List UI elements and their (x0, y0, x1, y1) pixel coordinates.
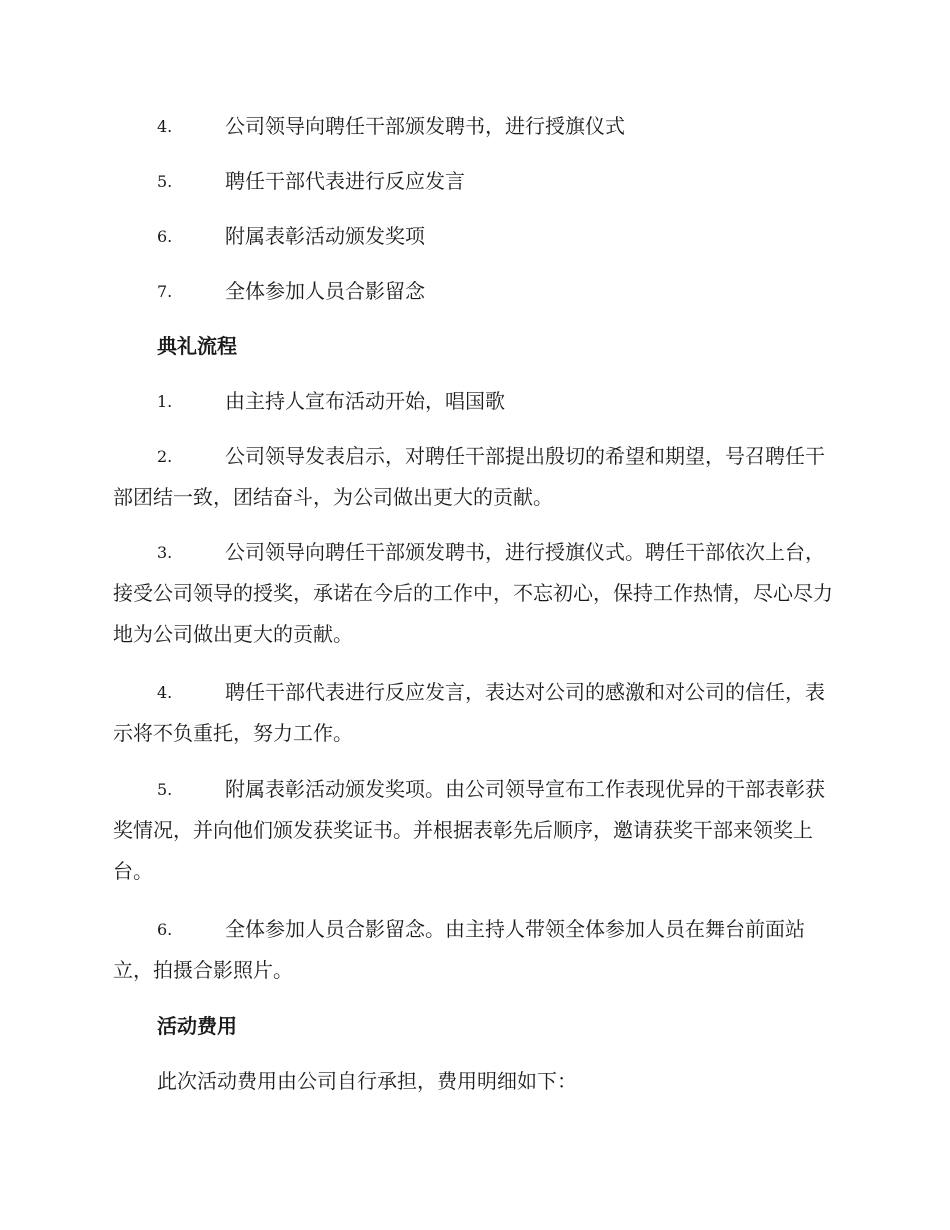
list-item (113, 271, 835, 312)
list-number: 5. (157, 172, 173, 191)
list-number: 2. (157, 447, 173, 466)
list-item (113, 216, 835, 257)
list-item (113, 161, 835, 202)
expenses-intro: 此次活动费用由公司自行承担，费用明细如下： (157, 1069, 577, 1093)
list-item (113, 769, 835, 892)
list-number: 4. (157, 117, 173, 136)
list-number: 6. (157, 920, 173, 939)
list-text: 聘任干部代表进行反应发言 (225, 169, 465, 193)
list-number: 7. (157, 282, 173, 301)
list-number: 1. (157, 392, 173, 411)
list-item (113, 909, 835, 991)
list-text: 公司领导发表启示，对聘任干部提出殷切的希望和期望，号召聘任干部团结一致，团结奋斗，为公司做出更大的贡献。 (113, 444, 825, 509)
list-number: 6. (157, 227, 173, 246)
list-item (113, 106, 835, 147)
section-heading-expenses: 活动费用 (157, 1014, 237, 1038)
list-item (113, 672, 835, 754)
list-item (113, 381, 835, 422)
list-text: 附属表彰活动颁发奖项。由公司领导宣布工作表现优异的干部表彰获奖情况，并向他们颁发获奖证书。并根据表彰先后顺序，邀请获奖干部来领奖上台。 (113, 777, 825, 883)
list-text: 公司领导向聘任干部颁发聘书，进行授旗仪式。聘任干部依次上台，接受公司领导的授奖，承诺在今后的工作中，不忘初心，保持工作热情，尽心尽力地为公司做出更大的贡献。 (113, 540, 833, 646)
list-item (113, 532, 835, 655)
list-text: 聘任干部代表进行反应发言，表达对公司的感激和对公司的信任，表示将不负重托，努力工作。 (113, 680, 825, 745)
list-text: 全体参加人员合影留念。由主持人带领全体参加人员在舞台前面站立，拍摄合影照片。 (113, 917, 805, 982)
list-text: 公司领导向聘任干部颁发聘书，进行授旗仪式 (225, 114, 625, 138)
list-number: 4. (157, 683, 173, 702)
list-item (113, 436, 835, 518)
list-number: 5. (157, 780, 173, 799)
list-number: 3. (157, 543, 173, 562)
list-text: 由主持人宣布活动开始，唱国歌 (225, 389, 505, 413)
list-text: 全体参加人员合影留念 (225, 279, 425, 303)
section-heading-ceremony: 典礼流程 (157, 334, 237, 358)
list-text: 附属表彰活动颁发奖项 (225, 224, 425, 248)
